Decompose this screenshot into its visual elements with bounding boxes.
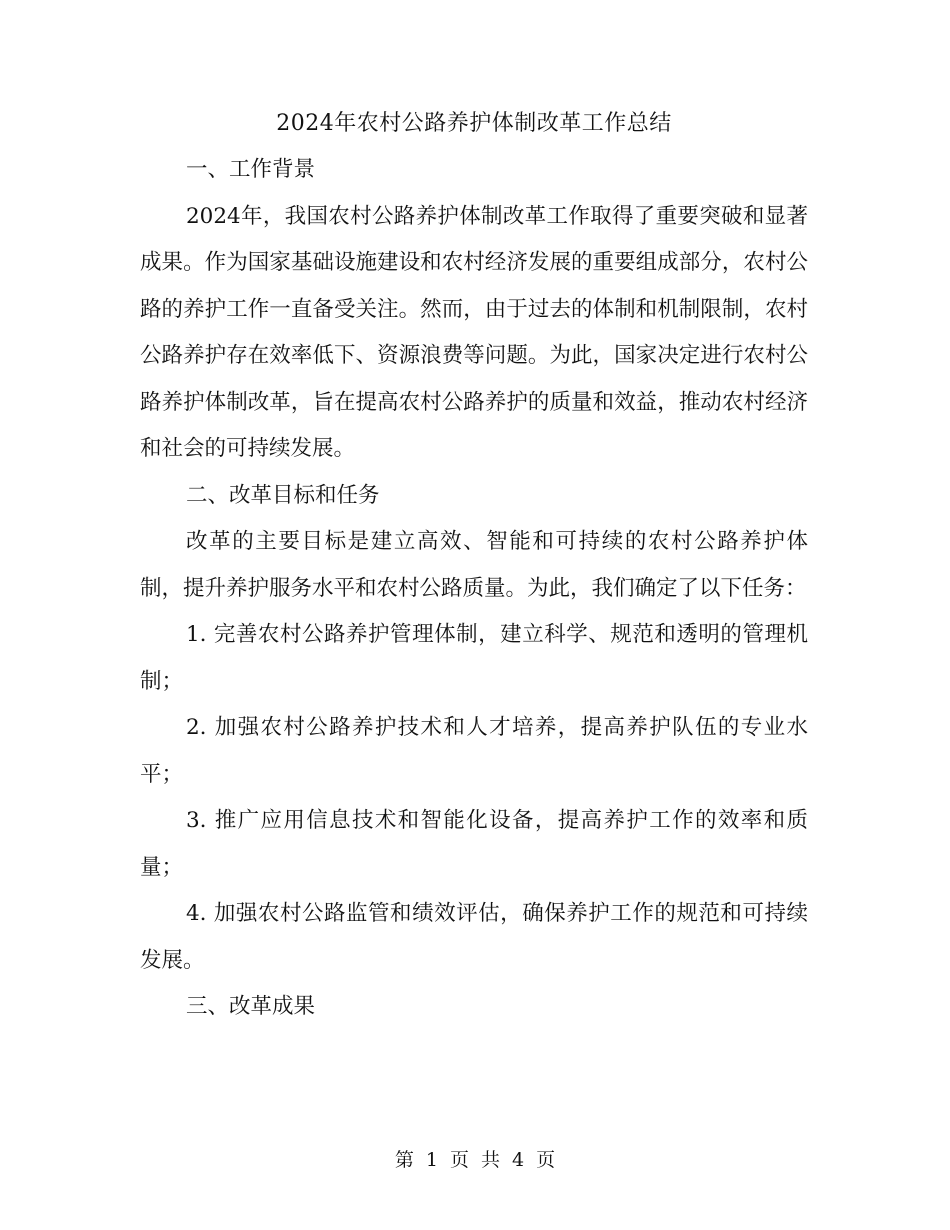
document-title: 2024年农村公路养护体制改革工作总结 — [276, 111, 672, 136]
document-body — [140, 101, 808, 1031]
section-heading-results: 三、改革成果 — [186, 994, 316, 1019]
paragraph-background: 2024年，我国农村公路养护体制改革工作取得了重要突破和显著成果。作为国家基础设施建设和农村经济发展的重要组成部分，农村公路的养护工作一直备受关注。然而，由于过去的体制和机制限制，农村公路养护存在效率低下、资源浪费等问题。为此，国家决定进行农村公路养护体制改革，旨在提高农村公路养护的质量和效益，推动农村经济和社会的可持续发展。 — [140, 203, 808, 461]
task-item-1: 1. 完善农村公路养护管理体制，建立科学、规范和透明的管理机制； — [140, 622, 808, 694]
task-item-2: 2. 加强农村公路养护技术和人才培养，提高养护队伍的专业水平； — [140, 715, 808, 787]
task-item-4: 4. 加强农村公路监管和绩效评估，确保养护工作的规范和可持续发展。 — [140, 901, 808, 973]
page-number-footer: 第 1 页 共 4 页 — [394, 1149, 556, 1171]
task-item-3: 3. 推广应用信息技术和智能化设备，提高养护工作的效率和质量； — [140, 808, 808, 880]
section-heading-background: 一、工作背景 — [186, 157, 316, 182]
section-heading-goals: 二、改革目标和任务 — [186, 482, 380, 508]
paragraph-goals: 改革的主要目标是建立高效、智能和可持续的农村公路养护体制，提升养护服务水平和农村公路质量。为此，我们确定了以下任务： — [140, 529, 808, 601]
